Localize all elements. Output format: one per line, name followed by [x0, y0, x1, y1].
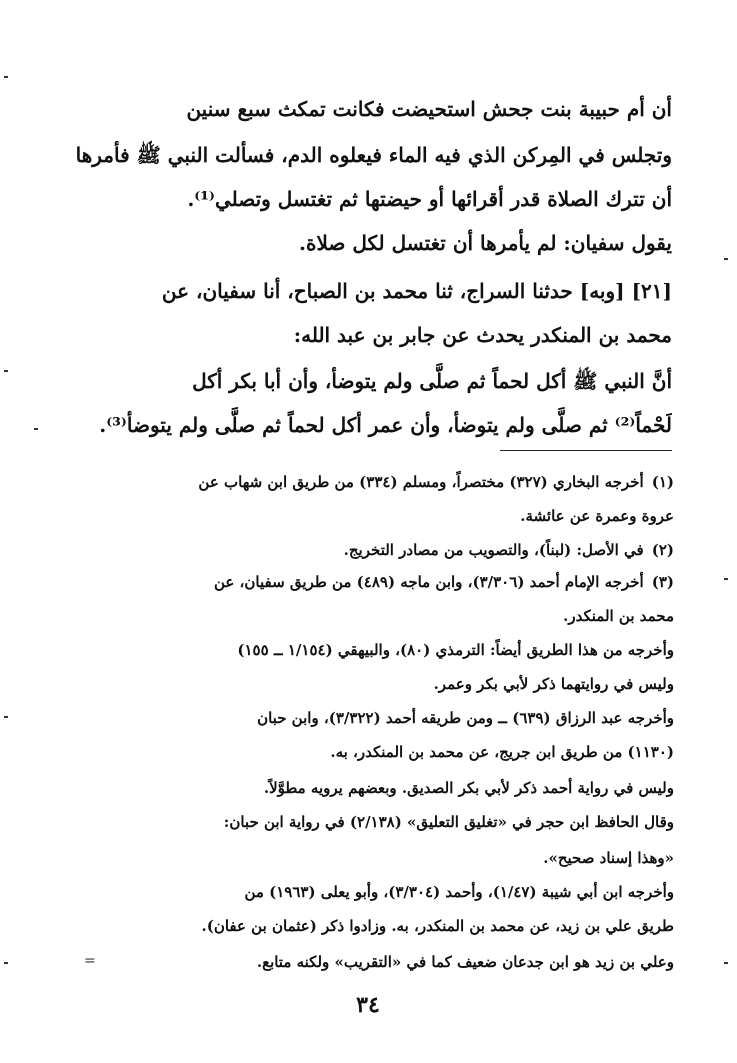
footnote-text: وأخرجه ابن أبي شيبة (١/٤٧)، وأحمد (٣/٣٠٤)، وأبو يعلى (١٩٦٣) من	[244, 883, 674, 901]
footnote-text: وليس في روايتهما ذكر لأبي بكر وعمر.	[433, 675, 674, 693]
main-text-line-3: أن تترك الصلاة قدر أقرائها أو حيضتها ثم تغتسل وتصلي⁽¹⁾.	[187, 187, 672, 211]
main-text-line-2: وتجلس في المِركن الذي فيه الماء فيعلوه الدم، فسألت النبي ﷺ فأمرها	[75, 143, 672, 167]
footnote-text: وليس في رواية أحمد ذكر لأبي بكر الصديق. وبعضهم يرويه مطوَّلاً.	[263, 779, 674, 797]
footnote-line	[68, 736, 712, 769]
footnote-text: (١١٣٠) من طريق ابن جريج، عن محمد بن المنكدر، به.	[330, 743, 674, 761]
footnote-line	[68, 600, 712, 633]
footnote-line	[68, 702, 712, 735]
footnote-line	[68, 772, 712, 805]
footnote-line	[68, 634, 712, 667]
footnote-text: وعلي بن زيد هو ابن جدعان ضعيف كما في «التقريب» ولكنه متابع.	[256, 953, 674, 971]
footnote-text: أخرجه البخاري (٣٢٧) مختصراً، ومسلم (٣٣٤) من طريق ابن شهاب عن	[198, 473, 644, 491]
main-text-line-5: [٢١] [وبه] حدثنا السراج، ثنا محمد بن الصباح، أنا سفيان، عن	[161, 279, 672, 303]
footnote-line	[68, 534, 674, 567]
footnote-line	[68, 946, 712, 979]
footnote-text: أخرجه الإمام أحمد (٣/٣٠٦)، وابن ماجه (٤٨٩) من طريق سفيان، عن	[213, 573, 644, 591]
footnote-line	[68, 500, 712, 533]
main-text-line-4: يقول سفيان: لم يأمرها أن تغتسل لكل صلاة.	[299, 231, 672, 255]
margin-dot	[34, 428, 38, 430]
footnote-text: وأخرجه من هذا الطريق أيضاً: الترمذي (٨٠)، والبيهقي (١/١٥٤ ــ ١٥٥)	[237, 641, 674, 659]
main-text-line-8: لَحْماً⁽²⁾ ثم صلَّى ولم يتوضأ، وأن عمر أكل لحماً ثم صلَّى ولم يتوضأ⁽³⁾.	[99, 413, 672, 437]
footnote-text: في الأصل: (لبناً)، والتصويب من مصادر التخريج.	[343, 541, 644, 559]
footnote-line	[68, 910, 712, 943]
footnote-number: (١)	[651, 473, 674, 491]
footnote-separator	[500, 450, 672, 451]
footnote-text: طريق علي بن زيد، عن محمد بن المنكدر، به. وزادوا ذكر (عثمان بن عفان).	[201, 917, 674, 935]
margin-dot	[724, 962, 728, 964]
footnote-number: (٣)	[651, 573, 674, 591]
footnote-line	[68, 566, 674, 599]
footnote-line	[68, 876, 712, 909]
page-number: ٣٤	[356, 992, 380, 1018]
margin-dot	[4, 716, 8, 718]
margin-dot	[4, 962, 8, 964]
footnote-text: عروة وعمرة عن عائشة.	[520, 507, 674, 525]
footnote-line	[68, 668, 712, 701]
margin-dot	[4, 76, 8, 78]
margin-dot	[724, 258, 728, 260]
margin-dot	[4, 370, 8, 372]
margin-dot	[724, 578, 728, 580]
footnote-text: محمد بن المنكدر.	[563, 607, 674, 625]
equals-mark: =	[84, 953, 96, 969]
main-text-line-6: محمد بن المنكدر يحدث عن جابر بن عبد الله:	[293, 323, 672, 347]
footnote-line	[68, 842, 712, 875]
footnote-number: (٢)	[651, 541, 674, 559]
footnote-line	[68, 806, 712, 839]
footnote-text: وقال الحافظ ابن حجر في «تغليق التعليق» (٢/١٣٨) في رواية ابن حبان:	[223, 813, 674, 831]
footnote-text: وأخرجه عبد الرزاق (٦٣٩) ــ ومن طريقه أحمد (٣/٣٢٢)، وابن حبان	[257, 709, 674, 727]
footnote-text: «وهذا إسناد صحيح».	[543, 849, 674, 867]
main-text-line-7: أنَّ النبي ﷺ أكل لحماً ثم صلَّى ولم يتوضأ، وأن أبا بكر أكل	[192, 369, 672, 393]
footnote-line	[68, 466, 674, 499]
main-text-line-1: أن أم حبيبة بنت جحش استحيضت فكانت تمكث سبع سنين	[186, 97, 672, 121]
